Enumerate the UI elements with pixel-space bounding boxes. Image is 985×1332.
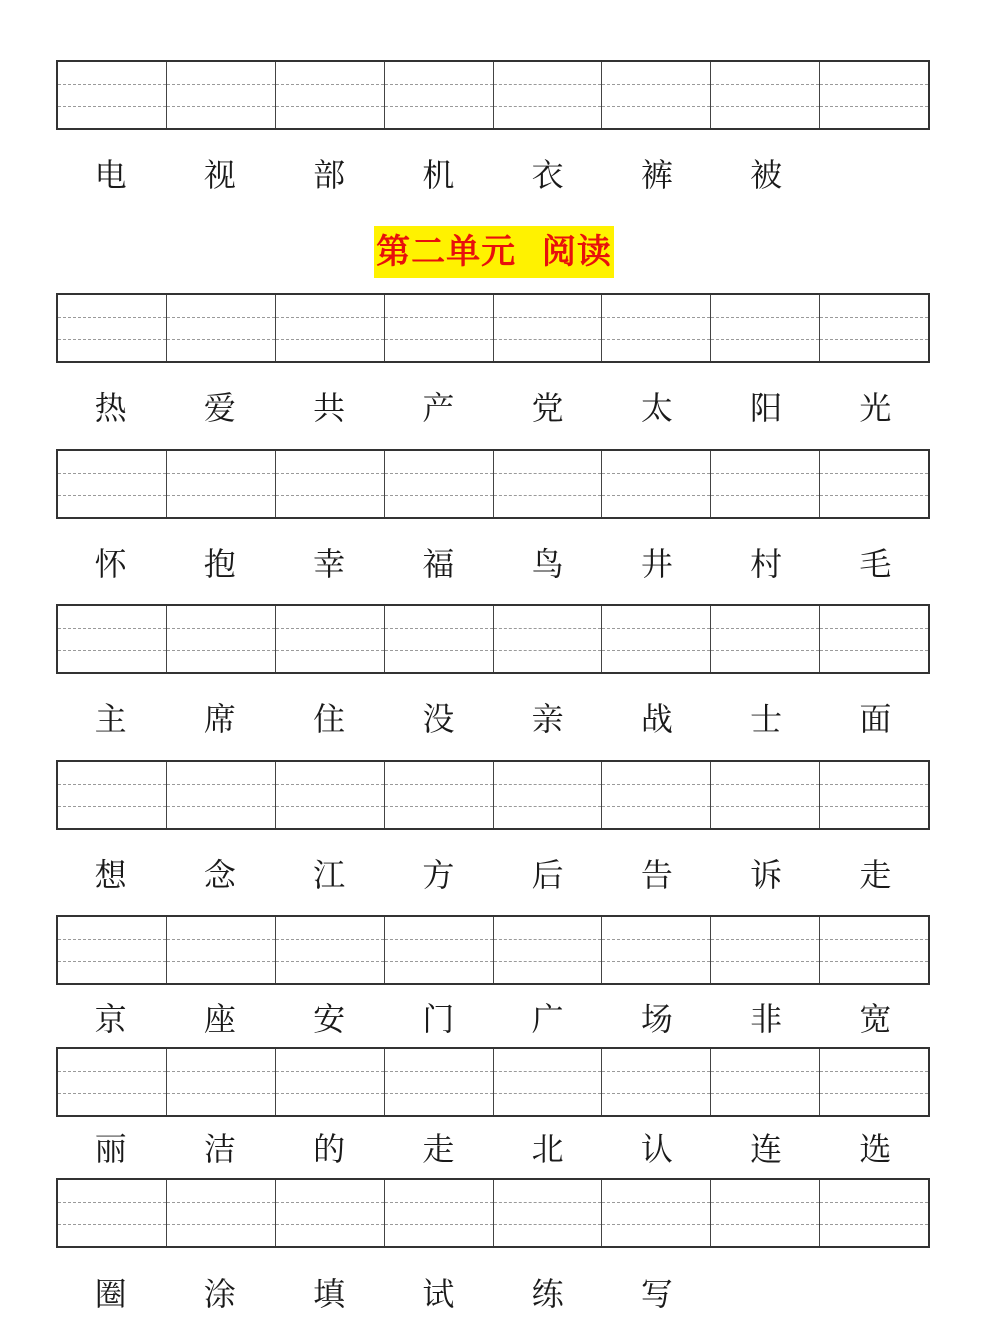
pinyin-writing-box bbox=[56, 915, 930, 985]
guide-line bbox=[494, 339, 602, 340]
character: 席 bbox=[203, 700, 236, 738]
character: 练 bbox=[531, 1275, 564, 1313]
guide-line bbox=[276, 473, 384, 474]
pinyin-cell[interactable] bbox=[601, 606, 710, 672]
pinyin-cell[interactable] bbox=[275, 62, 384, 128]
pinyin-cell[interactable] bbox=[493, 606, 602, 672]
pinyin-cell[interactable] bbox=[710, 1180, 819, 1246]
character: 党 bbox=[531, 389, 564, 427]
guide-line bbox=[602, 1093, 710, 1094]
character-row bbox=[56, 151, 930, 199]
guide-line bbox=[494, 1202, 602, 1203]
guide-line bbox=[494, 1093, 602, 1094]
character: 江 bbox=[313, 856, 346, 894]
pinyin-cell[interactable] bbox=[58, 762, 166, 828]
pinyin-cell[interactable] bbox=[601, 451, 710, 517]
guide-line bbox=[711, 473, 819, 474]
guide-line bbox=[602, 939, 710, 940]
guide-line bbox=[820, 317, 928, 318]
pinyin-cell[interactable] bbox=[819, 1049, 928, 1115]
pinyin-cell[interactable] bbox=[710, 62, 819, 128]
guide-line bbox=[602, 1202, 710, 1203]
guide-line bbox=[167, 806, 275, 807]
guide-line bbox=[385, 1202, 493, 1203]
character: 座 bbox=[203, 1000, 236, 1038]
pinyin-cell[interactable] bbox=[384, 606, 493, 672]
character-row bbox=[56, 1125, 930, 1173]
pinyin-cell[interactable] bbox=[819, 606, 928, 672]
character: 主 bbox=[94, 700, 127, 738]
guide-line bbox=[820, 784, 928, 785]
character: 战 bbox=[640, 700, 673, 738]
pinyin-cell[interactable] bbox=[275, 917, 384, 983]
character: 认 bbox=[640, 1130, 673, 1168]
guide-line bbox=[711, 1202, 819, 1203]
guide-line bbox=[711, 806, 819, 807]
guide-line bbox=[385, 106, 493, 107]
guide-line bbox=[167, 84, 275, 85]
guide-line bbox=[276, 339, 384, 340]
pinyin-cell[interactable] bbox=[384, 762, 493, 828]
guide-line bbox=[602, 317, 710, 318]
character bbox=[821, 151, 930, 199]
guide-line bbox=[385, 1071, 493, 1072]
character: 连 bbox=[750, 1130, 783, 1168]
guide-line bbox=[820, 806, 928, 807]
pinyin-cell[interactable] bbox=[601, 917, 710, 983]
character: 试 bbox=[422, 1275, 455, 1313]
character: 后 bbox=[531, 856, 564, 894]
guide-line bbox=[385, 1224, 493, 1225]
character: 方 bbox=[422, 856, 455, 894]
character-row bbox=[56, 540, 930, 588]
guide-line bbox=[167, 106, 275, 107]
guide-line bbox=[385, 806, 493, 807]
pinyin-cell[interactable] bbox=[384, 295, 493, 361]
pinyin-cell[interactable] bbox=[819, 295, 928, 361]
guide-line bbox=[494, 961, 602, 962]
character: 丽 bbox=[94, 1130, 127, 1168]
pinyin-cell[interactable] bbox=[275, 606, 384, 672]
pinyin-cell[interactable] bbox=[166, 762, 275, 828]
pinyin-cell[interactable] bbox=[166, 1180, 275, 1246]
guide-line bbox=[711, 650, 819, 651]
character: 裤 bbox=[640, 156, 673, 194]
guide-line bbox=[494, 806, 602, 807]
pinyin-cell[interactable] bbox=[166, 917, 275, 983]
character: 非 bbox=[750, 1000, 783, 1038]
guide-line bbox=[276, 1071, 384, 1072]
pinyin-cell[interactable] bbox=[384, 62, 493, 128]
pinyin-cell[interactable] bbox=[710, 451, 819, 517]
pinyin-writing-box bbox=[56, 449, 930, 519]
guide-line bbox=[58, 106, 166, 107]
character-row bbox=[56, 384, 930, 432]
character: 太 bbox=[640, 389, 673, 427]
guide-line bbox=[167, 650, 275, 651]
guide-line bbox=[167, 495, 275, 496]
pinyin-cell[interactable] bbox=[601, 1180, 710, 1246]
guide-line bbox=[494, 628, 602, 629]
pinyin-cell[interactable] bbox=[275, 762, 384, 828]
character: 广 bbox=[531, 1000, 564, 1038]
pinyin-cell[interactable] bbox=[710, 1049, 819, 1115]
guide-line bbox=[58, 1071, 166, 1072]
guide-line bbox=[276, 628, 384, 629]
guide-line bbox=[58, 628, 166, 629]
guide-line bbox=[58, 1093, 166, 1094]
guide-line bbox=[385, 784, 493, 785]
guide-line bbox=[711, 1093, 819, 1094]
guide-line bbox=[711, 106, 819, 107]
pinyin-cell[interactable] bbox=[58, 295, 166, 361]
character-row bbox=[56, 695, 930, 743]
character: 涂 bbox=[203, 1275, 236, 1313]
guide-line bbox=[711, 1071, 819, 1072]
pinyin-cell[interactable] bbox=[710, 606, 819, 672]
character-row bbox=[56, 851, 930, 899]
guide-line bbox=[494, 106, 602, 107]
guide-line bbox=[820, 339, 928, 340]
character: 怀 bbox=[94, 545, 127, 583]
pinyin-cell[interactable] bbox=[384, 917, 493, 983]
pinyin-cell[interactable] bbox=[384, 1049, 493, 1115]
pinyin-cell[interactable] bbox=[275, 1180, 384, 1246]
character: 没 bbox=[422, 700, 455, 738]
character: 井 bbox=[640, 545, 673, 583]
guide-line bbox=[276, 806, 384, 807]
guide-line bbox=[494, 1224, 602, 1225]
guide-line bbox=[820, 84, 928, 85]
guide-line bbox=[167, 339, 275, 340]
guide-line bbox=[820, 1071, 928, 1072]
guide-line bbox=[494, 495, 602, 496]
character: 走 bbox=[859, 856, 892, 894]
character: 抱 bbox=[203, 545, 236, 583]
pinyin-cell[interactable] bbox=[601, 295, 710, 361]
guide-line bbox=[167, 473, 275, 474]
guide-line bbox=[276, 939, 384, 940]
pinyin-cell[interactable] bbox=[493, 1049, 602, 1115]
character: 士 bbox=[750, 700, 783, 738]
character: 产 bbox=[422, 389, 455, 427]
character: 共 bbox=[313, 389, 346, 427]
pinyin-cell[interactable] bbox=[166, 606, 275, 672]
character-row bbox=[56, 995, 930, 1043]
guide-line bbox=[385, 473, 493, 474]
guide-line bbox=[167, 1093, 275, 1094]
guide-line bbox=[385, 339, 493, 340]
pinyin-writing-box bbox=[56, 604, 930, 674]
pinyin-cell[interactable] bbox=[493, 62, 602, 128]
character bbox=[821, 1270, 930, 1318]
guide-line bbox=[820, 495, 928, 496]
pinyin-writing-box bbox=[56, 60, 930, 130]
guide-line bbox=[276, 1093, 384, 1094]
pinyin-cell[interactable] bbox=[384, 451, 493, 517]
pinyin-cell[interactable] bbox=[166, 1049, 275, 1115]
pinyin-cell[interactable] bbox=[493, 295, 602, 361]
guide-line bbox=[276, 495, 384, 496]
guide-line bbox=[167, 784, 275, 785]
guide-line bbox=[494, 939, 602, 940]
guide-line bbox=[58, 84, 166, 85]
character: 幸 bbox=[313, 545, 346, 583]
guide-line bbox=[602, 806, 710, 807]
guide-line bbox=[602, 1224, 710, 1225]
pinyin-writing-box bbox=[56, 293, 930, 363]
guide-line bbox=[820, 473, 928, 474]
pinyin-cell[interactable] bbox=[58, 1180, 166, 1246]
guide-line bbox=[58, 473, 166, 474]
character: 被 bbox=[750, 156, 783, 194]
pinyin-cell[interactable] bbox=[166, 295, 275, 361]
guide-line bbox=[494, 784, 602, 785]
guide-line bbox=[711, 628, 819, 629]
guide-line bbox=[276, 961, 384, 962]
character: 村 bbox=[750, 545, 783, 583]
character bbox=[712, 1270, 821, 1318]
pinyin-cell[interactable] bbox=[601, 1049, 710, 1115]
pinyin-cell[interactable] bbox=[601, 62, 710, 128]
character: 想 bbox=[94, 856, 127, 894]
pinyin-cell[interactable] bbox=[601, 762, 710, 828]
character: 填 bbox=[313, 1275, 346, 1313]
character: 鸟 bbox=[531, 545, 564, 583]
guide-line bbox=[58, 317, 166, 318]
guide-line bbox=[58, 495, 166, 496]
character: 爱 bbox=[203, 389, 236, 427]
unit-heading: 第二单元 阅读 bbox=[374, 226, 614, 278]
guide-line bbox=[276, 106, 384, 107]
guide-line bbox=[820, 650, 928, 651]
guide-line bbox=[602, 495, 710, 496]
guide-line bbox=[167, 1202, 275, 1203]
guide-line bbox=[711, 339, 819, 340]
character: 宽 bbox=[859, 1000, 892, 1038]
pinyin-cell[interactable] bbox=[493, 1180, 602, 1246]
guide-line bbox=[602, 106, 710, 107]
guide-line bbox=[711, 961, 819, 962]
guide-line bbox=[494, 650, 602, 651]
pinyin-cell[interactable] bbox=[58, 451, 166, 517]
character: 京 bbox=[94, 1000, 127, 1038]
character: 门 bbox=[422, 1000, 455, 1038]
guide-line bbox=[820, 1093, 928, 1094]
guide-line bbox=[167, 939, 275, 940]
character: 阳 bbox=[750, 389, 783, 427]
guide-line bbox=[494, 1071, 602, 1072]
pinyin-cell[interactable] bbox=[493, 451, 602, 517]
guide-line bbox=[711, 317, 819, 318]
guide-line bbox=[711, 939, 819, 940]
guide-line bbox=[602, 961, 710, 962]
pinyin-writing-box bbox=[56, 1047, 930, 1117]
character-row bbox=[56, 1270, 930, 1318]
character: 住 bbox=[313, 700, 346, 738]
guide-line bbox=[167, 628, 275, 629]
pinyin-cell[interactable] bbox=[166, 451, 275, 517]
guide-line bbox=[602, 628, 710, 629]
pinyin-cell[interactable] bbox=[493, 762, 602, 828]
pinyin-cell[interactable] bbox=[275, 1049, 384, 1115]
guide-line bbox=[494, 84, 602, 85]
character: 机 bbox=[422, 156, 455, 194]
guide-line bbox=[820, 1224, 928, 1225]
character: 福 bbox=[422, 545, 455, 583]
guide-line bbox=[167, 1071, 275, 1072]
pinyin-writing-box bbox=[56, 760, 930, 830]
character: 选 bbox=[859, 1130, 892, 1168]
guide-line bbox=[58, 339, 166, 340]
character: 诉 bbox=[750, 856, 783, 894]
pinyin-cell[interactable] bbox=[275, 451, 384, 517]
guide-line bbox=[167, 317, 275, 318]
guide-line bbox=[820, 628, 928, 629]
guide-line bbox=[276, 650, 384, 651]
guide-line bbox=[276, 1202, 384, 1203]
guide-line bbox=[276, 1224, 384, 1225]
guide-line bbox=[711, 784, 819, 785]
character: 部 bbox=[313, 156, 346, 194]
guide-line bbox=[58, 1224, 166, 1225]
character: 写 bbox=[640, 1275, 673, 1313]
guide-line bbox=[602, 1071, 710, 1072]
guide-line bbox=[385, 1093, 493, 1094]
guide-line bbox=[276, 317, 384, 318]
character: 圈 bbox=[94, 1275, 127, 1313]
guide-line bbox=[385, 961, 493, 962]
guide-line bbox=[820, 939, 928, 940]
guide-line bbox=[385, 84, 493, 85]
pinyin-cell[interactable] bbox=[58, 1049, 166, 1115]
pinyin-cell[interactable] bbox=[819, 762, 928, 828]
pinyin-cell[interactable] bbox=[710, 762, 819, 828]
guide-line bbox=[602, 473, 710, 474]
guide-line bbox=[58, 939, 166, 940]
pinyin-cell[interactable] bbox=[710, 295, 819, 361]
character: 毛 bbox=[859, 545, 892, 583]
guide-line bbox=[58, 806, 166, 807]
guide-line bbox=[276, 784, 384, 785]
character: 亲 bbox=[531, 700, 564, 738]
character: 安 bbox=[313, 1000, 346, 1038]
character: 电 bbox=[94, 156, 127, 194]
character: 面 bbox=[859, 700, 892, 738]
guide-line bbox=[602, 784, 710, 785]
guide-line bbox=[385, 650, 493, 651]
character: 告 bbox=[640, 856, 673, 894]
guide-line bbox=[167, 1224, 275, 1225]
guide-line bbox=[711, 84, 819, 85]
pinyin-cell[interactable] bbox=[58, 606, 166, 672]
character: 衣 bbox=[531, 156, 564, 194]
character: 热 bbox=[94, 389, 127, 427]
guide-line bbox=[494, 473, 602, 474]
guide-line bbox=[385, 317, 493, 318]
guide-line bbox=[820, 106, 928, 107]
pinyin-cell[interactable] bbox=[275, 295, 384, 361]
character: 北 bbox=[531, 1130, 564, 1168]
guide-line bbox=[58, 784, 166, 785]
pinyin-cell[interactable] bbox=[384, 1180, 493, 1246]
guide-line bbox=[385, 628, 493, 629]
guide-line bbox=[602, 339, 710, 340]
guide-line bbox=[58, 1202, 166, 1203]
guide-line bbox=[711, 495, 819, 496]
pinyin-writing-box bbox=[56, 1178, 930, 1248]
pinyin-cell[interactable] bbox=[819, 62, 928, 128]
guide-line bbox=[167, 961, 275, 962]
guide-line bbox=[820, 961, 928, 962]
guide-line bbox=[494, 317, 602, 318]
pinyin-cell[interactable] bbox=[819, 451, 928, 517]
character: 光 bbox=[859, 389, 892, 427]
guide-line bbox=[385, 939, 493, 940]
character: 洁 bbox=[203, 1130, 236, 1168]
character: 走 bbox=[422, 1130, 455, 1168]
character: 的 bbox=[313, 1130, 346, 1168]
guide-line bbox=[820, 1202, 928, 1203]
pinyin-cell[interactable] bbox=[819, 1180, 928, 1246]
guide-line bbox=[276, 84, 384, 85]
pinyin-cell[interactable] bbox=[819, 917, 928, 983]
pinyin-cell[interactable] bbox=[58, 917, 166, 983]
pinyin-cell[interactable] bbox=[710, 917, 819, 983]
guide-line bbox=[58, 961, 166, 962]
pinyin-cell[interactable] bbox=[58, 62, 166, 128]
character: 场 bbox=[640, 1000, 673, 1038]
pinyin-cell[interactable] bbox=[493, 917, 602, 983]
character: 视 bbox=[203, 156, 236, 194]
guide-line bbox=[602, 84, 710, 85]
guide-line bbox=[385, 495, 493, 496]
guide-line bbox=[58, 650, 166, 651]
guide-line bbox=[602, 650, 710, 651]
character: 念 bbox=[203, 856, 236, 894]
pinyin-cell[interactable] bbox=[166, 62, 275, 128]
guide-line bbox=[711, 1224, 819, 1225]
